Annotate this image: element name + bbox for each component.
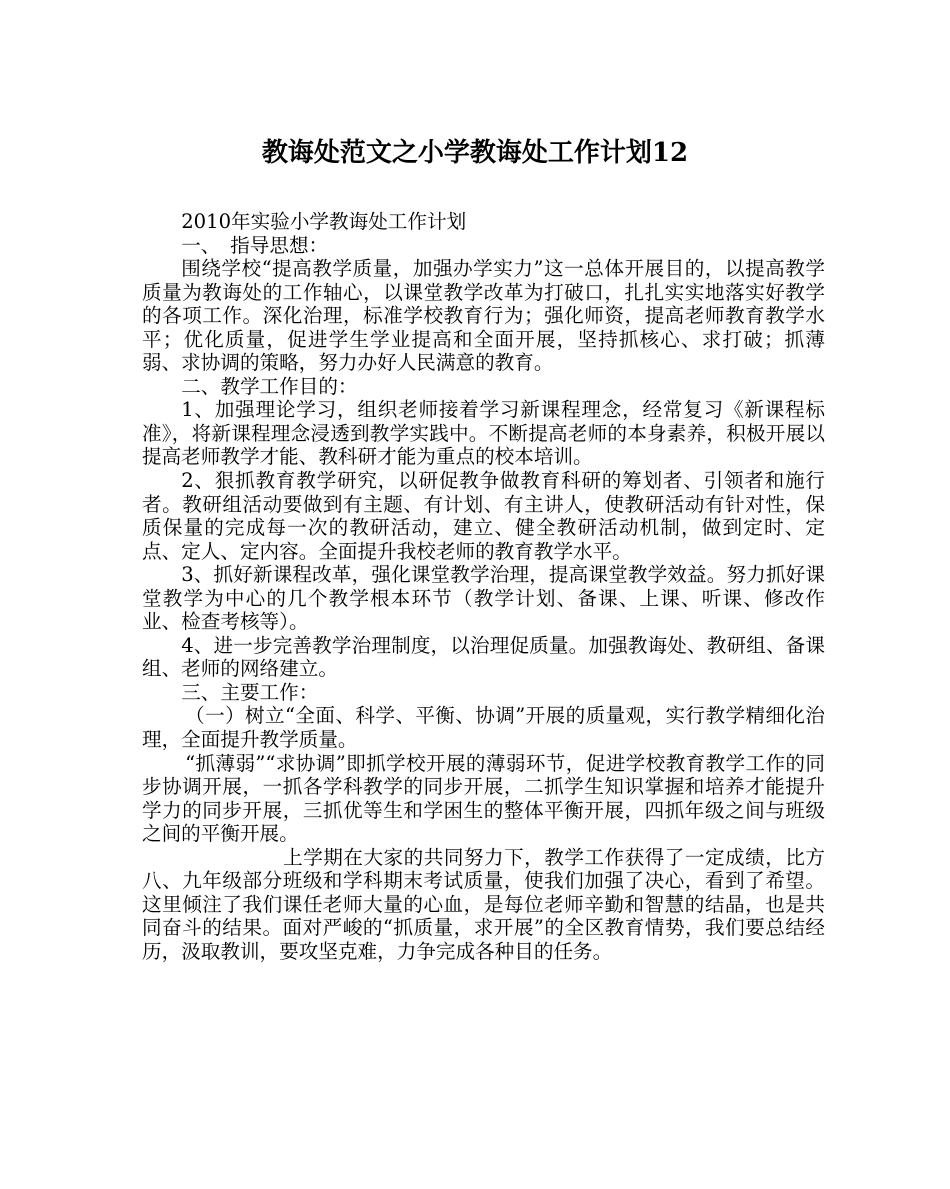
paragraph-goal-4: 4、进一步完善教学治理制度，以治理促质量。加强教诲处、教研组、备课组、老师的网络建立。 [142, 633, 825, 681]
section-heading-guiding-ideology: 一、 指导思想： [181, 233, 329, 257]
section-heading-main-work: 三、主要工作： [181, 680, 319, 704]
document-title: 教诲处范文之小学教诲处工作计划12 [261, 138, 689, 168]
paragraph-weak-links: “抓薄弱”“求协调”即抓学校开展的薄弱环节，促进学校教育教学工作的同步协调开展，一抓各学科教学的同步开展，二抓学生知识掌握和培养才能提升学力的同步开展，三抓优等生和学困生的整体平衡开展，四抓年级之间与班级之间的平衡开展。 [142, 751, 825, 846]
paragraph-goal-2: 2、狠抓教育教学研究，以研促教争做教育科研的筹划者、引领者和施行者。教研组活动要做到有主题、有计划、有主讲人，使教研活动有针对性，保质保量的完成每一次的教研活动，建立、健全教研活动机制，做到定时、定点、定人、定内容。全面提升我校老师的教育教学水平。 [142, 469, 825, 563]
paragraph-goal-3: 3、抓好新课程改革，强化课堂教学治理，提高课堂教学效益。努力抓好课堂教学为中心的几个教学根本环节（教学计划、备课、上课、听课、修改作业、检查考核等）。 [142, 563, 825, 634]
document-body [142, 210, 825, 964]
paragraph-work-1: （一）树立“全面、科学、平衡、协调”开展的质量观，实行教学精细化治理，全面提升教学质量。 [142, 704, 825, 752]
section-heading-teaching-goals: 二、教学工作目的： [181, 374, 358, 398]
paragraph-guiding-ideology: 围绕学校“提高教学质量，加强办学实力”这一总体开展目的，以提高教学质量为教诲处的工作轴心，以课堂教学改革为打破口，扎扎实实地落实好教学的各项工作。深化治理，标准学校教育行为；强化师资，提高老师教育教学水平；优化质量，促进学生学业提高和全面开展，坚持抓核心、求打破；抓薄弱、求协调的策略，努力办好人民满意的教育。 [142, 257, 825, 375]
paragraph-last-semester: 上学期在大家的共同努力下，教学工作获得了一定成绩，比方八、九年级部分班级和学科期末考试质量，使我们加强了决心，看到了希望。这里倾注了我们课任老师大量的心血，是每位老师辛勤和智慧的结晶，也是共同奋斗的结果。面对严峻的“抓质量，求开展”的全区教育情势，我们要总结经历，汲取教训，要攻坚克难，力争完成各种目的任务。 [142, 845, 825, 963]
paragraph-goal-1: 1、加强理论学习，组织老师接着学习新课程理念，经常复习《新课程标准》，将新课程理念浸透到教学实践中。不断提高老师的本身素养，积极开展以提高老师教学才能、教科研才能为重点的校本培训。 [142, 398, 825, 469]
plan-heading: 2010年实验小学教诲处工作计划 [181, 210, 467, 233]
